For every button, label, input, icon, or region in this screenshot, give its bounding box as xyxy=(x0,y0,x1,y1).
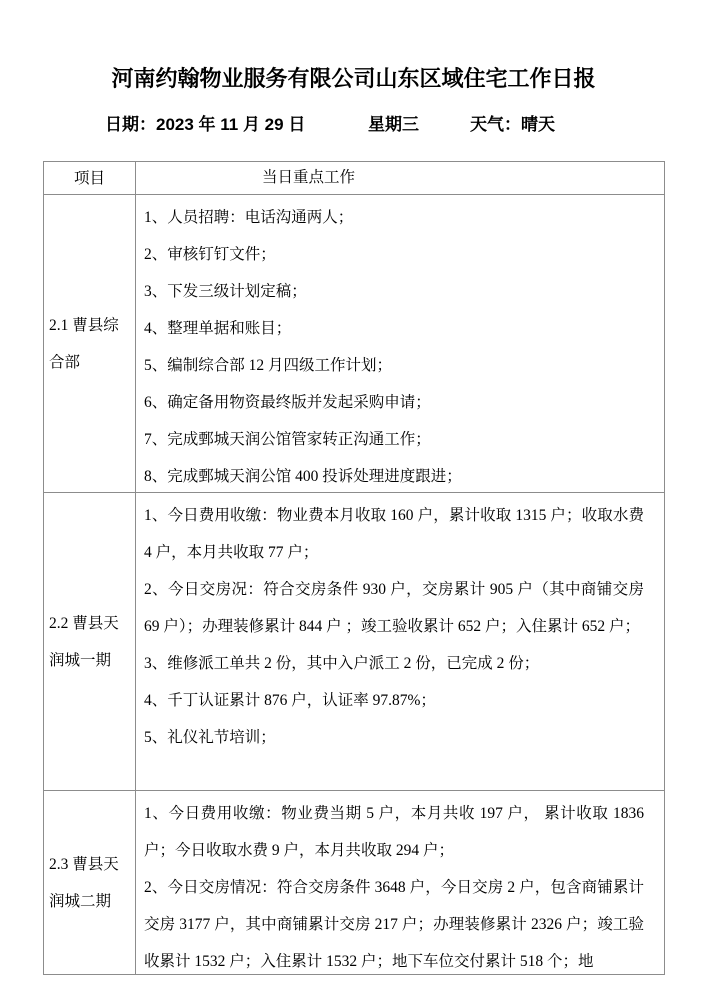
header-cell-work: 当日重点工作 xyxy=(262,169,356,186)
table-row xyxy=(44,493,664,791)
work-cell xyxy=(136,791,664,974)
work-item: 2、审核钉钉文件； xyxy=(144,246,276,263)
weekday-value: 星期三 xyxy=(368,115,419,134)
project-cell xyxy=(44,195,136,492)
work-item: 4、千丁认证累计 876 户，认证率 97.87%； xyxy=(144,692,436,709)
weather-value: 天气：晴天 xyxy=(470,115,555,134)
project-cell xyxy=(44,493,136,790)
work-cell xyxy=(136,493,664,790)
work-item: 5、礼仪礼节培训； xyxy=(144,729,276,746)
table-row xyxy=(44,791,664,974)
work-item: 2、今日交房况：符合交房条件 930 户，交房累计 905 户（其中商铺交房 69 户）；办理装修累计 844 户 ；竣工验收累计 652 户；入住累计 652 户； xyxy=(144,581,648,635)
project-label: 2.1 曹县综合部 xyxy=(49,316,119,371)
work-cell xyxy=(136,195,664,492)
project-cell xyxy=(44,791,136,974)
work-item: 6、确定备用物资最终版并发起采购申请； xyxy=(144,394,431,411)
project-label: 2.2 曹县天润城一期 xyxy=(49,614,119,669)
work-item: 7、完成鄄城天润公馆管家转正沟通工作； xyxy=(144,431,431,448)
table-row xyxy=(44,195,664,493)
date-line xyxy=(0,112,707,138)
work-item: 1、人员招聘：电话沟通两人； xyxy=(144,209,354,226)
date-value: 日期：2023 年 11 月 29 日 xyxy=(105,115,306,134)
page-title: 河南约翰物业服务有限公司山东区域住宅工作日报 xyxy=(111,66,596,91)
work-item: 2、今日交房情况：符合交房条件 3648 户，今日交房 2 户，包含商铺累计交房 3177 户，其中商铺累计交房 217 户；办理装修累计 2326 户；竣工验收累计 1532 户；入住累计 1532 户；地下车位交付累计 518 个；地 xyxy=(144,879,644,970)
header-cell-project: 项目 xyxy=(44,162,136,194)
work-item: 8、完成鄄城天润公馆 400 投诉处理进度跟进； xyxy=(144,468,462,485)
work-item: 3、维修派工单共 2 份，其中入户派工 2 份，已完成 2 份； xyxy=(144,655,540,672)
table-header-row xyxy=(44,162,664,195)
work-item: 5、编制综合部 12 月四级工作计划； xyxy=(144,357,393,374)
work-table xyxy=(43,161,665,975)
work-item: 3、下发三级计划定稿； xyxy=(144,283,307,300)
work-item: 4、整理单据和账目； xyxy=(144,320,292,337)
work-item: 1、今日费用收缴：物业费本月收取 160 户，累计收取 1315 户；收取水费 4 户，本月共收取 77 户； xyxy=(144,507,648,561)
project-label: 2.3 曹县天润城二期 xyxy=(49,855,119,910)
work-item: 1、今日费用收缴：物业费当期 5 户，本月共收 197 户， 累计收取 1836 户；今日收取水费 9 户，本月共收取 294 户； xyxy=(144,805,648,859)
